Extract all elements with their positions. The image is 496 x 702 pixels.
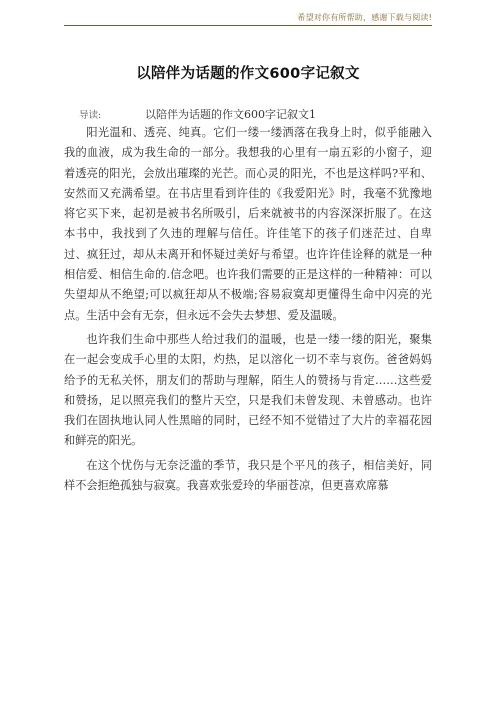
lead-line — [79, 106, 316, 122]
paragraph: 阳光温和、透亮、纯真。它们一缕一缕洒落在我身上时，似乎能融入我的血液，成为我生命的一部分。我想我的心里有一扇五彩的小窗子，迎着透亮的阳光，会放出璀璨的光芒。而心灵的阳光，不也是这样吗?平和、安然而又充满希望。在书店里看到许佳的《我爱阳光》时，我毫不犹豫地将它买下来，起初是被书名所吸引，后来就被书的内容深深折服了。在这本书中，我找到了久违的理解与信任。许佳笔下的孩子们迷茫过、自卑过、疯狂过，却从未离开和怀疑过美好与希望。也许许佳诠释的就是一种相信爱、相信生命的.信念吧。也许我们需要的正是这样的一种精神：可以失望却从不绝望;可以疯狂却从不极端;容易寂寞却更懂得生命中闪亮的光点。生活中会有无奈，但永远不会失去梦想、爱及温暖。 — [64, 126, 432, 322]
paragraph: 也许我们生命中那些人给过我们的温暖，也是一缕一缕的阳光，聚集在一起会变成手心里的太阳，灼热，足以溶化一切不幸与哀伤。爸爸妈妈给予的无私关怀，朋友们的帮助与理解，陌生人的赞扬与肯定……这些爱和赞扬，足以照亮我们的整片天空，只是我们未曾发现、未曾感动。也许我们在固执地认同人性黑暗的同时，已经不知不觉错过了大片的幸福花园和鲜亮的阳光。 — [64, 332, 432, 448]
header-divider — [64, 25, 432, 26]
header-note: 希望对你有所帮助，感谢下载与阅读! — [297, 13, 432, 22]
paragraph: 在这个忧伤与无奈泛滥的季节，我只是个平凡的孩子，相信美好，同样不会拒绝孤独与寂寞。我喜欢张爱玲的华丽苍凉，但更喜欢席慕 — [64, 458, 432, 493]
document-title: 以陪伴为话题的作文600字记叙文 — [136, 66, 360, 82]
document-body — [64, 123, 432, 500]
lead-text: 以陪伴为话题的作文600字记叙文1 — [145, 108, 316, 121]
lead-label: 导读: — [79, 110, 102, 121]
